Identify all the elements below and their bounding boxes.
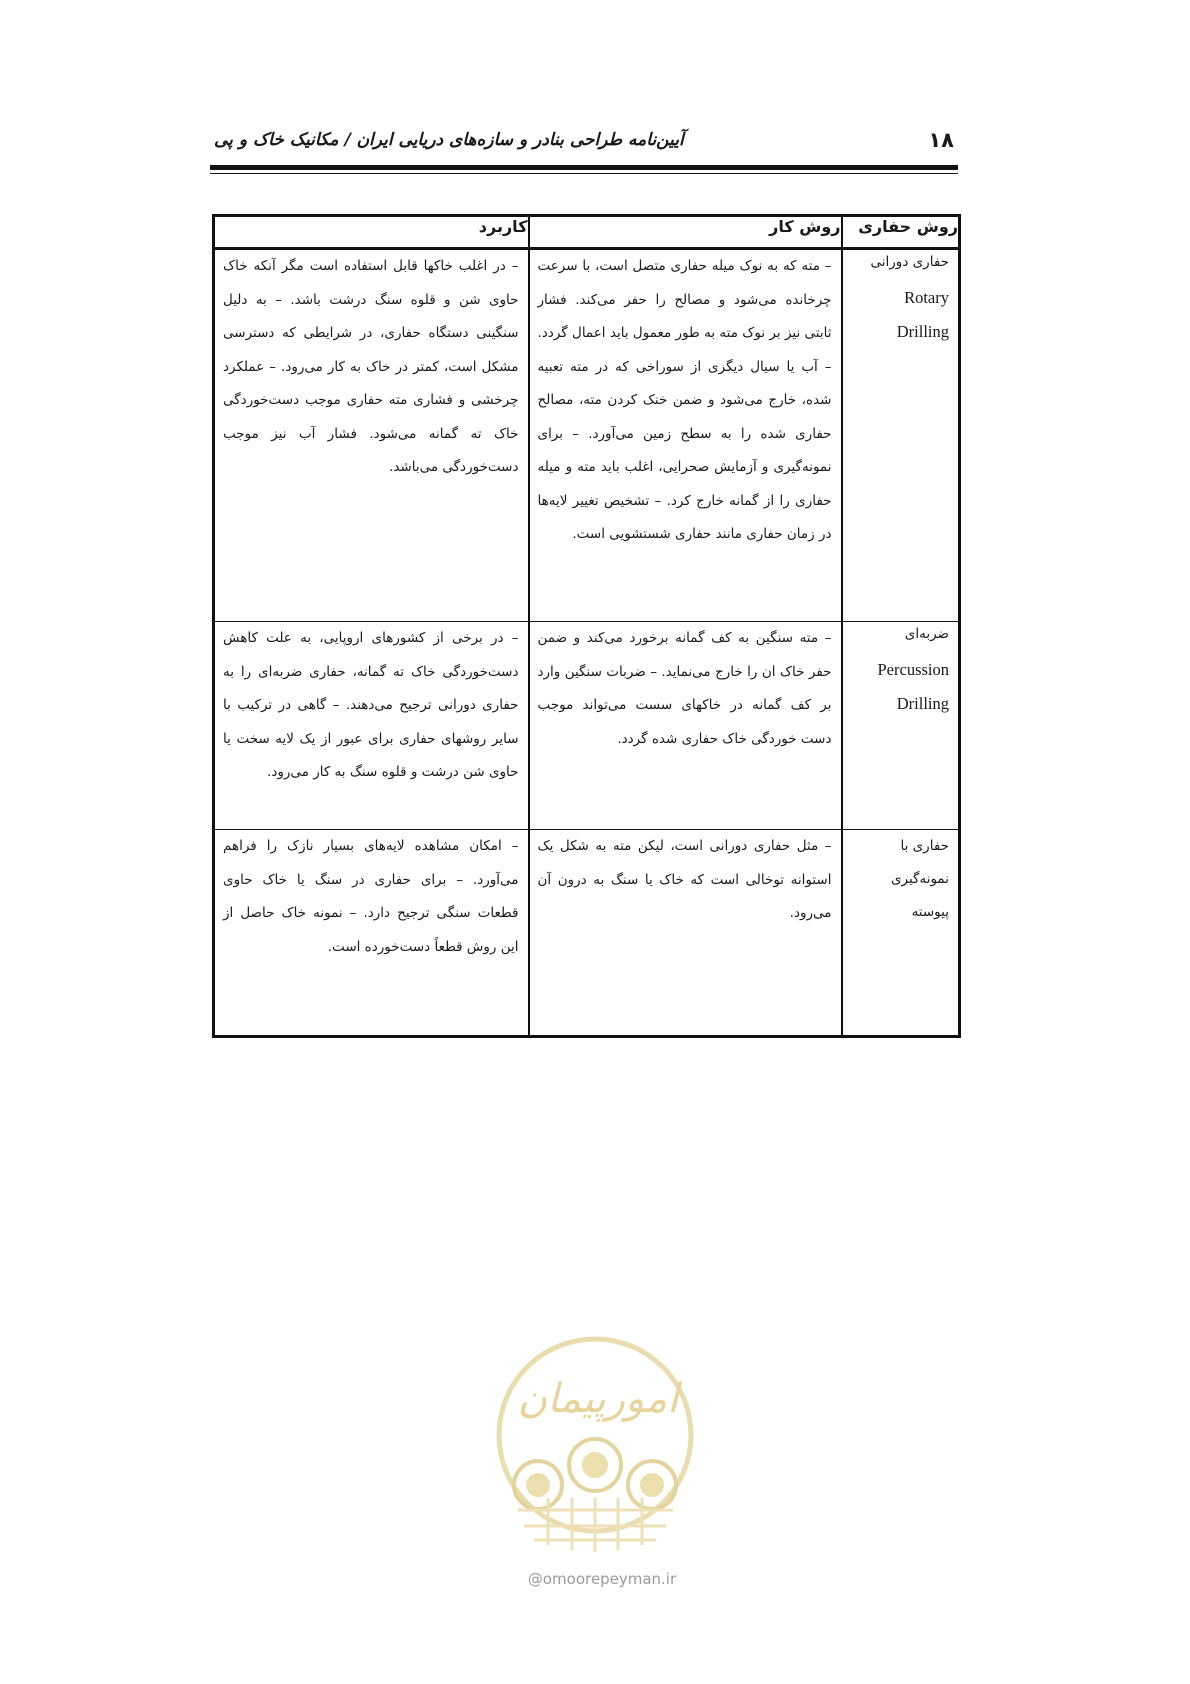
watermark-logo-text: امورپیمان (517, 1376, 679, 1422)
how-cell-rotary (529, 249, 842, 622)
how-cell-percussion (529, 622, 842, 830)
use-text: – در اغلب خاکها قابل استفاده است مگر آنکه خاک حاوی شن و قلوه سنگ درشت باشد. – به دلیل سنگینی دستگاه حفاری، در شرایطی که دسترسی مشکل است، کمتر در خاک به کار می‌رود. – عملکرد چرخشی و فشاری مته حفاری موجب دست‌خوردگی خاک ته گمانه می‌شود. فشار آب نیز موجب دست‌خوردگی می‌باشد. (223, 258, 519, 475)
method-cell-percussion (842, 622, 960, 830)
how-cell-continuous-sampling (529, 830, 842, 1037)
how-text: – مته سنگین به کف گمانه برخورد می‌کند و ضمن حفر خاک ان را خارج می‌نماید. – ضربات سنگین وارد بر کف گمانه در خاکهای سست می‌تواند موجب دست خوردگی خاک حفاری شده گردد. (537, 630, 832, 747)
page-header (210, 128, 958, 158)
drilling-methods-table (212, 214, 961, 1038)
header-rule-thick (210, 165, 958, 170)
table-row-percussion (214, 622, 960, 830)
header-rule-thin (210, 173, 958, 174)
method-name-fa-3: پیوسته (911, 904, 949, 920)
table-header-row (214, 216, 960, 249)
column-header-how: روش کار (529, 216, 842, 249)
use-text: – امکان مشاهده لایه‌های بسیار نازک را فراهم می‌آورد. – برای حفاری در سنگ یا خاک حاوی قطعات سنگی ترجیح دارد. – نمونه خاک حاصل از این روش قطعاً دست‌خورده است. (223, 838, 519, 955)
method-name-fa-1: حفاری با (900, 838, 949, 854)
page-number: ۱۸ (928, 128, 954, 152)
watermark-url: @omoorepeyman.ir (527, 1570, 677, 1588)
column-header-use: کاربرد (214, 216, 529, 249)
method-cell-rotary (842, 249, 960, 622)
use-cell-continuous-sampling (214, 830, 529, 1037)
how-text: – مته که به نوک میله حفاری متصل است، با سرعت چرخانده می‌شود و مصالح را حفر می‌کند. فشار ثابتی نیز بر نوک مته به طور معمول باید اعمال گردد. – آب یا سیال دیگری از سوراخی که در مته تعبیه شده، خارج می‌شود و ضمن خنک کردن مته، مصالح حفاری شده را به سطح زمین می‌آورد. – برای نمونه‌گیری و آزمایش صحرایی، اغلب باید مته و میله حفاری را از گمانه خارج کرد. – تشخیص تغییر لایه‌ها در زمان حفاری مانند حفاری شستشویی است. (537, 258, 832, 542)
method-name-fa-2: نمونه‌گیری (890, 871, 949, 887)
column-header-method: روش حفاری (842, 216, 960, 249)
table-row-rotary (214, 249, 960, 622)
watermark-logo (488, 1330, 703, 1565)
use-cell-percussion (214, 622, 529, 830)
use-text: – در برخی از کشورهای اروپایی، به علت کاهش دست‌خوردگی خاک ته گمانه، حفاری ضربه‌ای را به حفاری دورانی ترجیح می‌دهند. – گاهی در ترکیب با سایر روشهای حفاری برای عبور از یک لایه سخت یا حاوی شن درشت و قلوه سنگ به کار می‌رود. (223, 630, 519, 780)
method-cell-continuous-sampling (842, 830, 960, 1037)
method-name-en-1: Percussion (877, 660, 949, 679)
method-name-en-1: Rotary (904, 288, 949, 307)
method-name-en-2: Drilling (896, 321, 949, 341)
how-text: – مثل حفاری دورانی است، لیکن مته به شکل یک استوانه توخالی است که خاک یا سنگ به درون آن می‌رود. (537, 838, 832, 921)
running-title: آیین‌نامه طراحی بنادر و سازه‌های دریایی ایران / مکانیک خاک و پی (214, 130, 684, 150)
use-cell-rotary (214, 249, 529, 622)
table-row-continuous-sampling (214, 830, 960, 1037)
method-name-fa: حفاری دورانی (870, 254, 949, 270)
method-name-en-2: Drilling (896, 693, 949, 713)
drilling-methods-table-wrap (212, 214, 958, 1038)
method-name-fa: ضربه‌ای (904, 626, 949, 642)
